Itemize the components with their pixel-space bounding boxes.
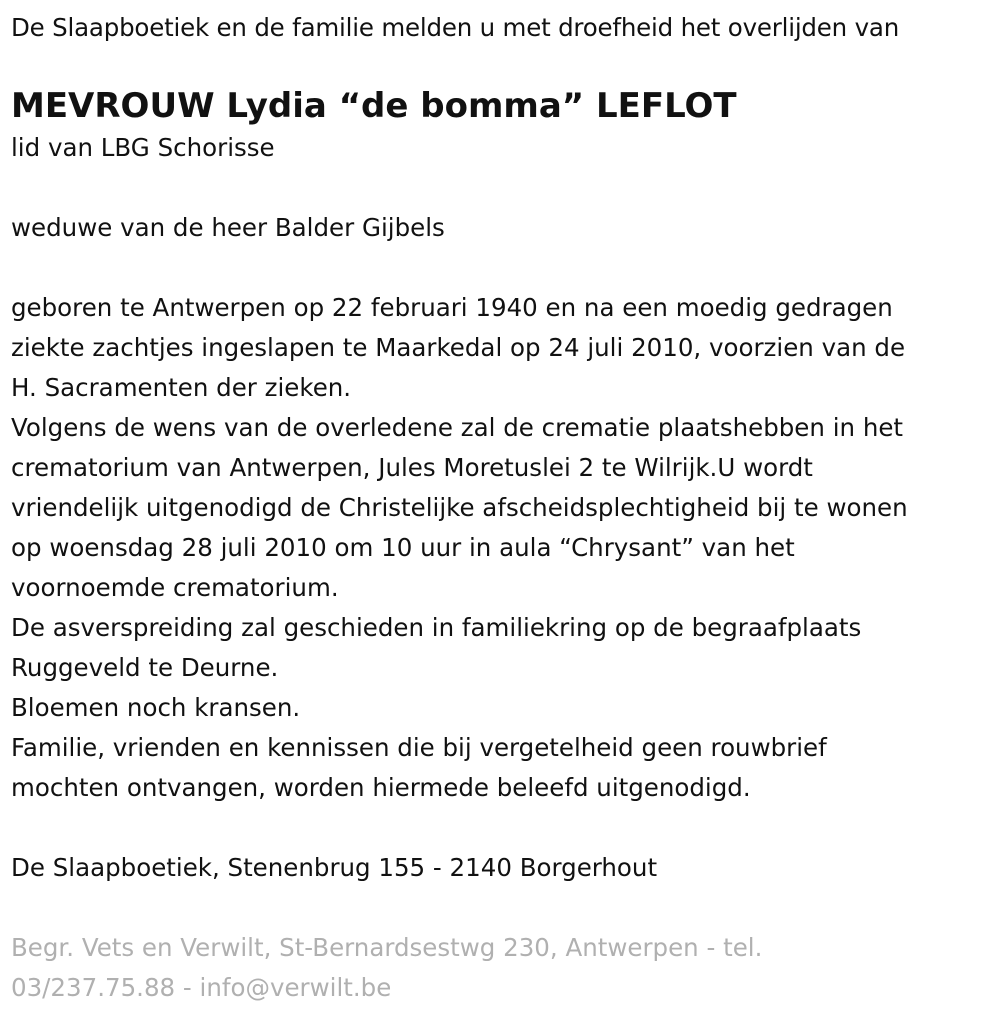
footer-line: Begr. Vets en Verwilt, St-Bernardsestwg 230, Antwerpen - tel. bbox=[11, 933, 763, 962]
intro-line: De Slaapboetiek en de familie melden u met droefheid het overlijden van bbox=[11, 13, 900, 42]
spacer bbox=[11, 808, 1000, 848]
spacer bbox=[11, 888, 1000, 928]
spouse-line: weduwe van de heer Balder Gijbels bbox=[11, 213, 445, 242]
sender-line: De Slaapboetiek, Stenenbrug 155 - 2140 Borgerhout bbox=[11, 853, 658, 882]
body-line: geboren te Antwerpen op 22 februari 1940 en na een moedig gedragen bbox=[11, 293, 893, 322]
spacer bbox=[11, 168, 1000, 208]
body-line: Ruggeveld te Deurne. bbox=[11, 653, 279, 682]
body-line: De asverspreiding zal geschieden in familiekring op de begraafplaats bbox=[11, 613, 862, 642]
membership-line: lid van LBG Schorisse bbox=[11, 133, 275, 162]
body-line: mochten ontvangen, worden hiermede beleefd uitgenodigd. bbox=[11, 773, 751, 802]
body-line: crematorium van Antwerpen, Jules Moretuslei 2 te Wilrijk.U wordt bbox=[11, 453, 813, 482]
body-line: voornoemde crematorium. bbox=[11, 573, 339, 602]
funeral-home-footer bbox=[11, 928, 1000, 1008]
body-line: op woensdag 28 juli 2010 om 10 uur in aula “Chrysant” van het bbox=[11, 533, 795, 562]
body-line: H. Sacramenten der zieken. bbox=[11, 373, 352, 402]
body-line: vriendelijk uitgenodigd de Christelijke afscheidsplechtigheid bij te wonen bbox=[11, 493, 908, 522]
body-line: ziekte zachtjes ingeslapen te Maarkedal op 24 juli 2010, voorzien van de bbox=[11, 333, 906, 362]
body-line: Bloemen noch kransen. bbox=[11, 693, 301, 722]
notice-body bbox=[11, 288, 1000, 808]
spacer bbox=[11, 248, 1000, 288]
body-line: Volgens de wens van de overledene zal de crematie plaatshebben in het bbox=[11, 413, 904, 442]
deceased-name: MEVROUW Lydia “de bomma” LEFLOT bbox=[11, 86, 737, 126]
body-line: Familie, vrienden en kennissen die bij vergetelheid geen rouwbrief bbox=[11, 733, 827, 762]
footer-line: 03/237.75.88 - info@verwilt.be bbox=[11, 973, 392, 1002]
